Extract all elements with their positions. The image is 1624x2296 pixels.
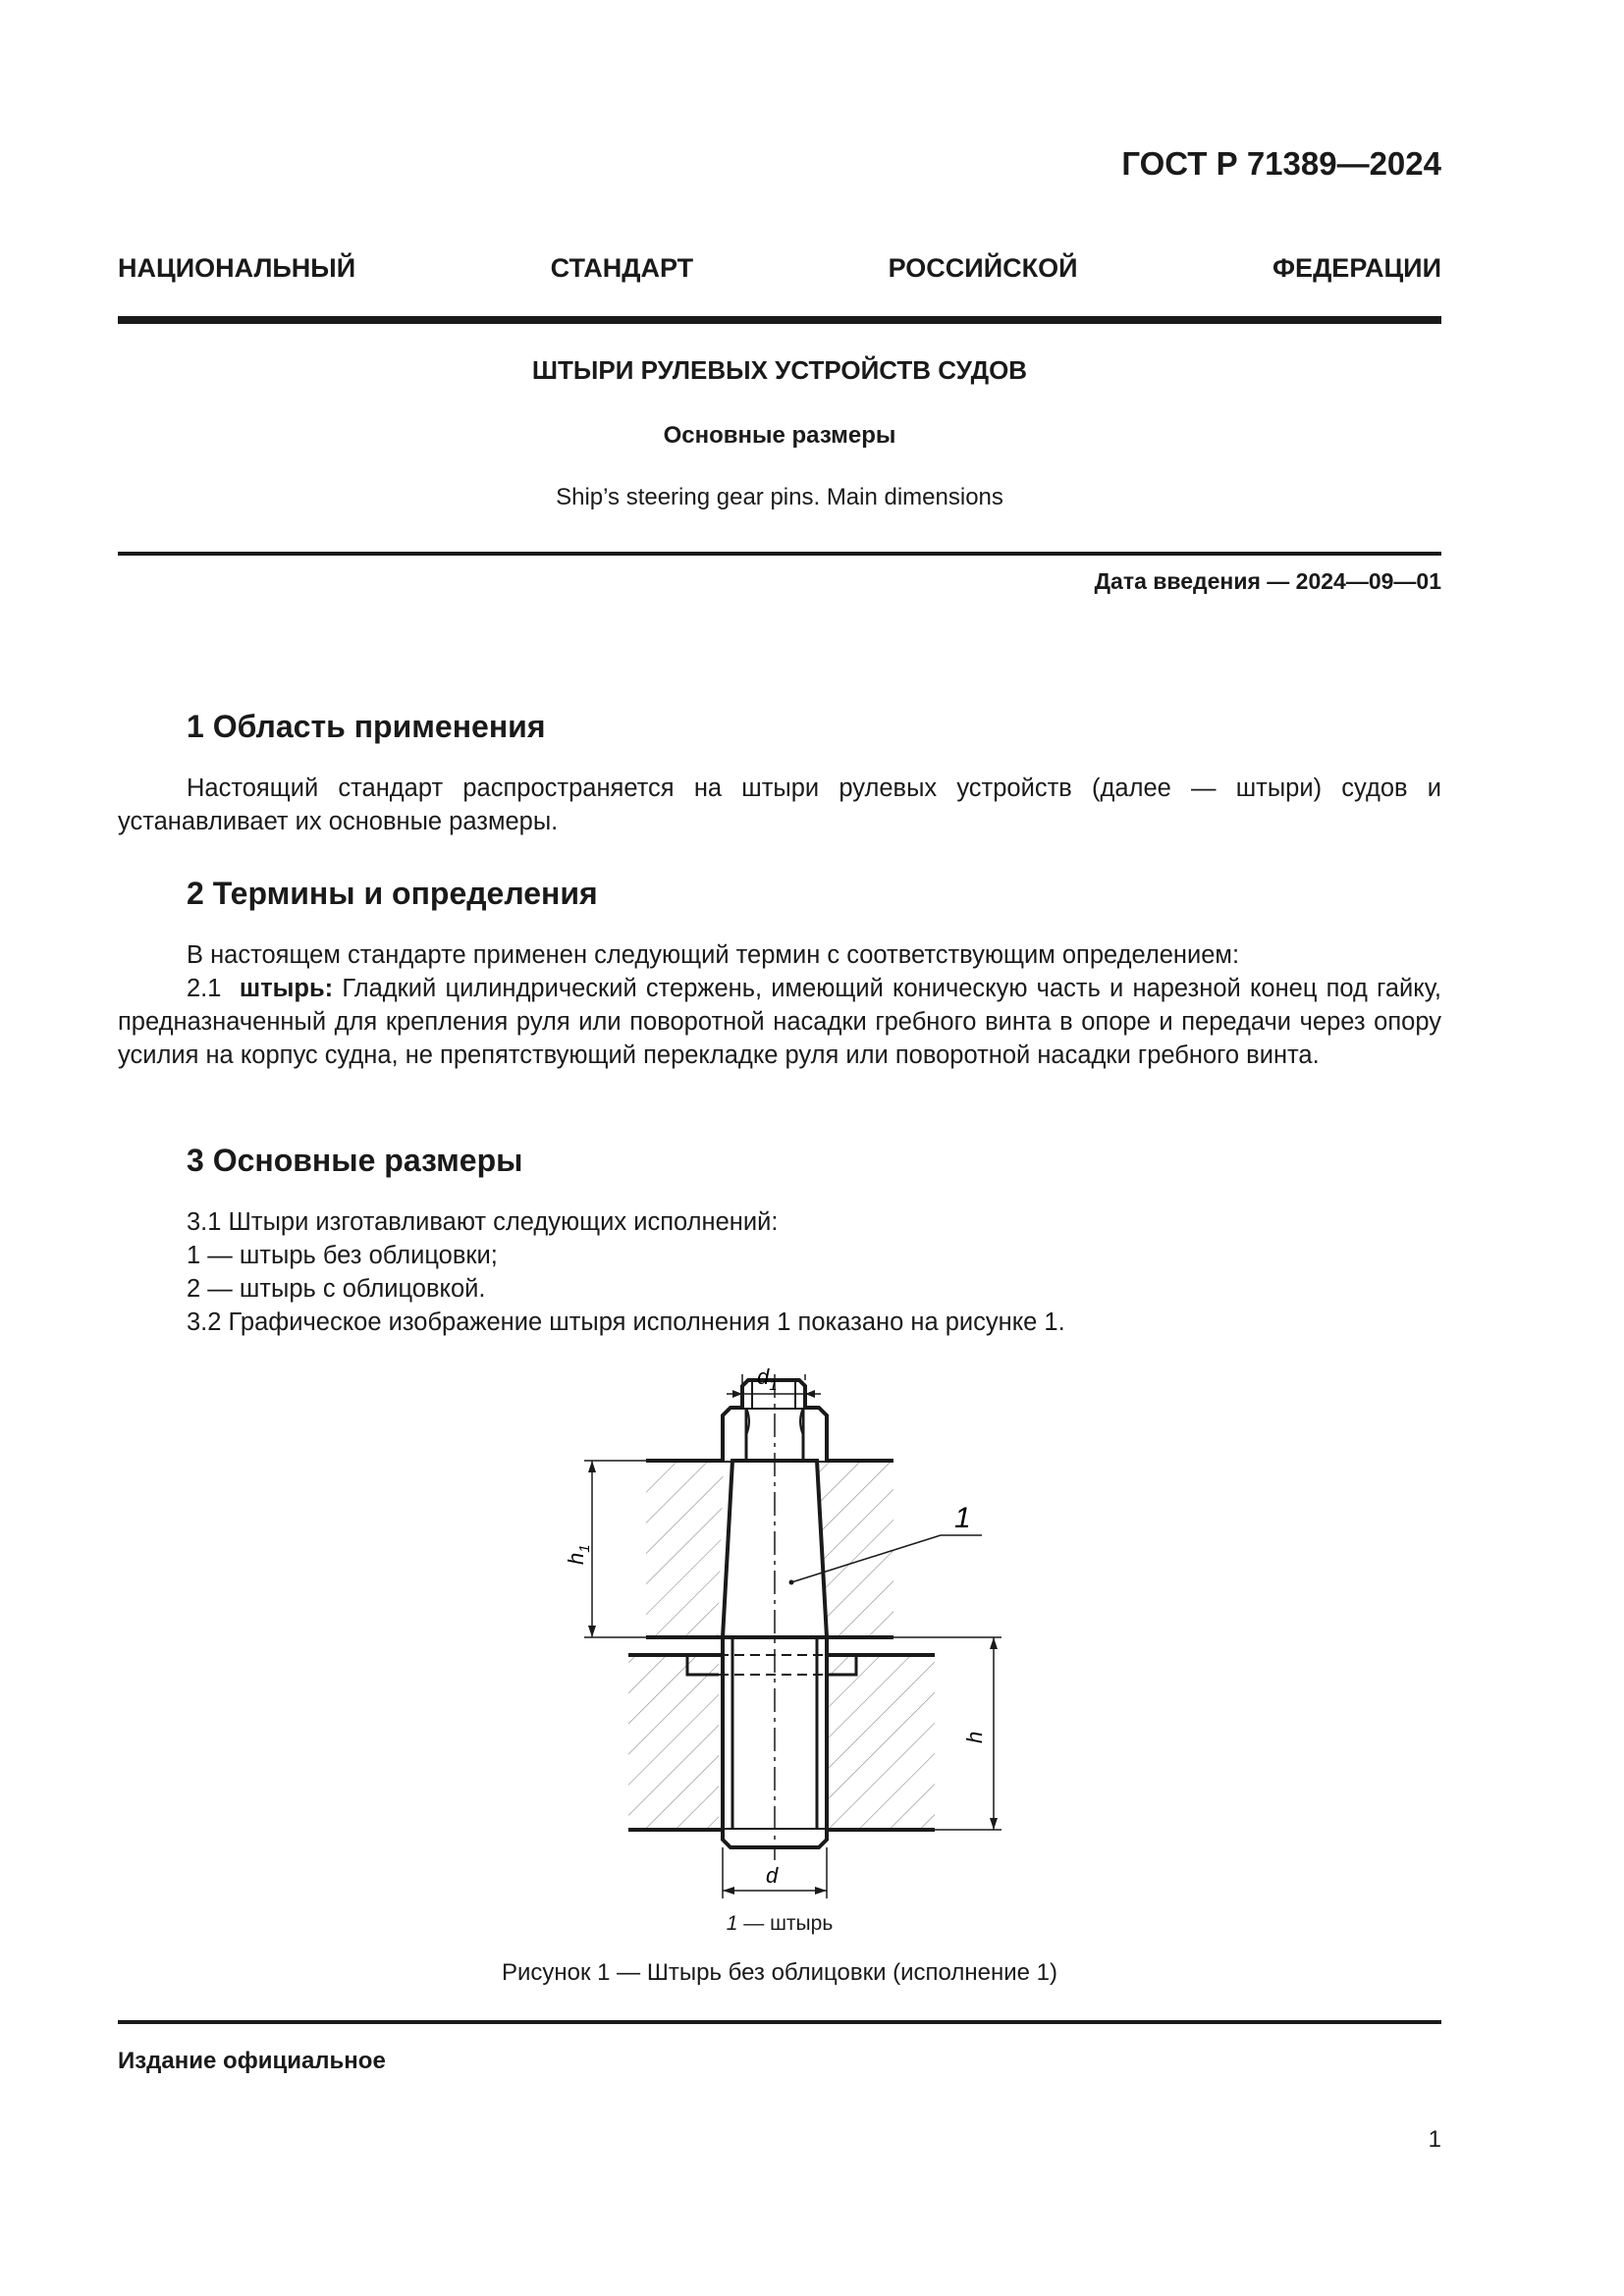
section-3-heading: 3 Основные размеры: [187, 1143, 523, 1178]
page-number: 1: [1428, 2126, 1441, 2153]
edition-note: Издание официальное: [118, 2048, 386, 2074]
pin-drawing: [550, 1345, 1041, 1904]
document-title: ШТЫРИ РУЛЕВЫХ УСТРОЙСТВ СУДОВ: [531, 355, 1028, 385]
label-d: d: [766, 1863, 779, 1888]
banner-word-1: НАЦИОНАЛЬНЫЙ: [118, 253, 356, 283]
header-rule: [118, 316, 1441, 324]
title-rule: [118, 552, 1441, 556]
term-definition: [118, 972, 1441, 1072]
section-3-line-3: 2 — штырь с облицовкой.: [187, 1275, 486, 1303]
label-d1: $d_1$: [757, 1364, 778, 1394]
document-number: ГОСТ Р 71389—2024: [1121, 145, 1441, 182]
section-3-line-4: 3.2 Графическое изображение штыря исполнения 1 показано на рисунке 1.: [187, 1308, 1065, 1336]
definition-text: Гладкий цилиндрический стержень, имеющий коническую часть и нарезной конец под гайку, предназначенный для крепления руля или поворотной насадки гребного винта в опоре и передачи через опору усилия на корпус судна, не препятствующий перекладке руля или поворотной насадки гребного винта.: [118, 975, 1442, 1069]
banner-word-3: РОССИЙСКОЙ: [888, 253, 1078, 283]
figure-caption: Рисунок 1 — Штырь без облицовки (исполнение 1): [501, 1959, 1057, 1986]
section-3-line-1: 3.1 Штыри изготавливают следующих исполнений:: [187, 1208, 779, 1236]
label-h1: $h_1$: [564, 1544, 593, 1565]
callout-1: 1: [954, 1502, 971, 1534]
footer-rule: [118, 2020, 1441, 2024]
section-2-heading: 2 Термины и определения: [187, 876, 598, 911]
label-h: h: [962, 1731, 987, 1743]
dimension-h1: [584, 1461, 646, 1637]
introduction-date: Дата введения — 2024—09—01: [1094, 568, 1441, 594]
figure-key: 1 — штырь: [726, 1912, 834, 1935]
term: штырь:: [239, 975, 334, 1002]
national-standard-banner: [118, 253, 1441, 284]
section-3-line-2: 1 — штырь без облицовки;: [187, 1242, 498, 1269]
banner-word-4: ФЕДЕРАЦИИ: [1272, 253, 1441, 283]
section-1-heading: 1 Область применения: [187, 709, 546, 744]
banner-word-2: СТАНДАРТ: [550, 253, 694, 283]
document-subtitle: Основные размеры: [663, 422, 896, 449]
section-1-text: Настоящий стандарт распространяется на штыри рулевых устройств (далее — штыри) судов и устанавливает их основные размеры.: [118, 774, 1441, 835]
section-2-intro: В настоящем стандарте применен следующий термин с соответствующим определением:: [187, 941, 1240, 969]
term-number: 2.1: [187, 975, 222, 1002]
english-title: Ship’s steering gear pins. Main dimensions: [556, 484, 1003, 510]
